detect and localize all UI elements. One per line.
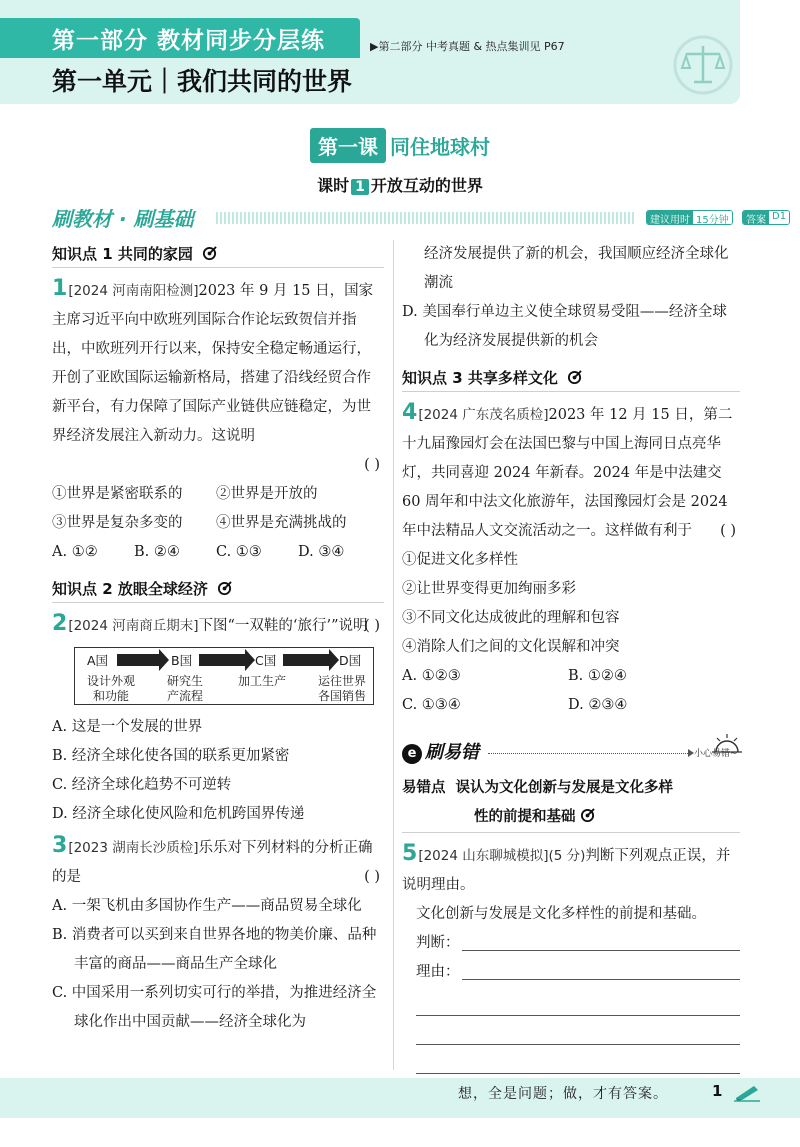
careful-note: 小心易错~ — [694, 749, 738, 759]
left-column — [52, 240, 384, 1037]
option-a[interactable]: A. 这是一个发展的世界 — [52, 719, 203, 735]
question-statement: 文化创新与发展是文化多样性的前提和基础。 — [416, 906, 706, 922]
period-prefix: 课时 — [317, 176, 350, 195]
unit-title: 第一单元｜我们共同的世界 — [52, 67, 353, 96]
option-b[interactable]: B. ②④ — [134, 544, 180, 560]
part-title: 第一部分 教材同步分层练 — [52, 28, 326, 54]
column-divider — [393, 240, 394, 1070]
option-c[interactable]: C. ①③④ — [402, 697, 461, 713]
suggested-time-badge — [646, 210, 733, 225]
option-row — [402, 691, 740, 720]
statement-row — [52, 509, 384, 538]
flow-caption: 研究生 产流程 — [166, 674, 203, 703]
statement-item: ①促进文化多样性 — [402, 552, 518, 568]
error-point-label: 易错点 — [402, 780, 446, 796]
question-source: [2024 山东聊城模拟] — [418, 848, 549, 864]
question-number: 3 — [52, 833, 68, 858]
flow-node-b: B国 — [171, 653, 193, 668]
option-c[interactable]: C. 经济全球化趋势不可逆转 — [52, 777, 232, 793]
question-source: [2024 河南商丘期末] — [68, 618, 199, 634]
question-text: 下图“一双鞋的‘旅行’”说明 — [198, 618, 368, 634]
question-2 — [52, 609, 384, 641]
target-icon — [580, 808, 595, 823]
page-header — [0, 0, 800, 108]
time-value: 15分钟 — [693, 211, 732, 224]
flow-caption: 运往世界 各国销售 — [317, 674, 366, 703]
dotted-arrow-line — [488, 753, 688, 754]
shoe-journey-flowchart — [74, 647, 374, 705]
time-label: 建议用时 — [647, 211, 693, 224]
option-d[interactable]: D. 美国奉行单边主义使全球贸易受阻——经济全球化为经济发展提供新的机会 — [402, 304, 727, 349]
option-row — [52, 538, 384, 567]
statement-item: ②让世界变得更加绚丽多彩 — [402, 581, 576, 597]
judge-label: 判断： — [416, 935, 460, 951]
kp3-title: 知识点 3 共享多样文化 — [402, 369, 558, 387]
judge-line — [402, 929, 740, 958]
question-score: (5 分) — [548, 848, 586, 864]
statement-item: ③世界是复杂多变的 — [52, 515, 183, 531]
flow-node-c: C国 — [255, 653, 277, 668]
flow-caption: 加工生产 — [237, 674, 286, 688]
question-number: 2 — [52, 611, 68, 636]
knowledge-point-2 — [52, 575, 384, 603]
period-number: 1 — [351, 179, 369, 195]
footer-motto: 想，全是问题；做，才有答案。 — [458, 1086, 668, 1102]
answer-blank[interactable]: ( ) — [364, 869, 380, 885]
question-text: 2023 年 12 月 15 日，第二十九届豫园灯会在法国巴黎与中国上海同日点亮华灯，共同喜迎 2024 年新春。2024 年是中法建交 60 周年和中法文化旅游年，法国豫园灯会是 2024 年中法精品人文交流活动之一。这样做有利于 — [402, 407, 733, 539]
question-number: 4 — [402, 400, 418, 425]
reason-label: 理由： — [416, 964, 460, 980]
statement-item: ③不同文化达成彼此的理解和包容 — [402, 610, 620, 626]
answer-rule-line[interactable] — [416, 987, 740, 1016]
question-5 — [402, 839, 740, 900]
statement-item: ④世界是充满挑战的 — [216, 515, 347, 531]
question-source: [2024 河南南阳检测] — [68, 283, 199, 299]
option-d[interactable]: D. 经济全球化使风险和危机跨国界传递 — [52, 806, 305, 822]
reason-line — [402, 958, 740, 987]
kp2-title: 知识点 2 放眼全球经济 — [52, 580, 208, 598]
option-c[interactable]: C. 中国采用一系列切实可行的举措，为推进经济全球化作出中国贡献——经济全球化为 — [52, 985, 377, 1030]
right-column — [402, 240, 740, 1074]
question-1 — [52, 274, 384, 480]
error-section-label: 刷易错 — [425, 742, 479, 763]
flow-arrow — [283, 654, 329, 666]
statement-item: ④消除人们之间的文化误解和冲突 — [402, 639, 620, 655]
knowledge-point-3 — [402, 364, 740, 392]
footer-band — [0, 1078, 800, 1118]
question-source: [2023 湖南长沙质检] — [68, 840, 199, 856]
option-row — [402, 662, 740, 691]
question-text: 判断下列观点正误，并说明理由。 — [402, 848, 731, 893]
section-title: 刷教材 · 刷基础 — [52, 207, 194, 231]
question-number: 5 — [402, 841, 418, 866]
error-point — [402, 774, 740, 833]
page-number: 1 — [712, 1082, 723, 1100]
e-badge-icon: e — [402, 744, 422, 764]
lesson-tag: 第一课 — [310, 128, 386, 163]
target-icon — [217, 581, 232, 596]
flow-arrow — [117, 654, 159, 666]
flow-caption: 设计外观 和功能 — [86, 674, 135, 703]
answer-rule-line[interactable] — [416, 1045, 740, 1074]
reason-input[interactable] — [462, 979, 741, 980]
answer-value: D1 — [769, 211, 789, 224]
scale-icon — [672, 34, 734, 96]
question-text: 2023 年 9 月 15 日，国家主席习近平向中欧班列国际合作论坛致贺信并指出，中欧班列开行以来，保持安全稳定畅通运行，开创了亚欧国际运输新格局，搭建了沿线经贸合作新平台，有力保障了国际产业链供应链稳定，为世界经济发展注入新动力。这说明 — [52, 283, 374, 444]
error-section-title — [402, 738, 479, 764]
option-a[interactable]: A. ①②③ — [402, 668, 461, 684]
lesson-title — [0, 128, 800, 163]
question-4 — [402, 398, 740, 546]
option-b[interactable]: B. 消费者可以买到来自世界各地的物美价廉、品种丰富的商品——商品生产全球化 — [52, 927, 377, 972]
target-icon — [202, 246, 217, 261]
answer-badge — [742, 210, 790, 225]
flow-node-a: A国 — [87, 653, 109, 668]
answer-blank[interactable]: ( ) — [364, 457, 380, 473]
option-a[interactable]: A. ①② — [52, 544, 98, 560]
target-icon — [567, 370, 582, 385]
error-section-bar — [402, 738, 740, 768]
part-cross-reference: ▶第二部分 中考真题 & 热点集训见 P67 — [370, 40, 565, 53]
option-d[interactable]: D. ③④ — [298, 544, 345, 560]
section-bar — [52, 203, 787, 231]
option-b[interactable]: B. 经济全球化使各国的联系更加紧密 — [52, 748, 290, 764]
question-source: [2024 广东茂名质检] — [418, 407, 549, 423]
question-3 — [52, 831, 384, 892]
option-c-continuation: 经济发展提供了新的机会，我国顺应经济全球化潮流 — [424, 246, 729, 291]
statement-row — [52, 480, 384, 509]
answer-blank[interactable]: ( ) — [364, 618, 380, 634]
sun-icon — [712, 732, 742, 754]
option-b[interactable]: B. ①②④ — [568, 668, 627, 684]
error-point-text: 误认为文化创新与发展是文化多样 — [455, 780, 673, 796]
kp1-title: 知识点 1 共同的家园 — [52, 245, 193, 263]
option-d[interactable]: D. ②③④ — [568, 697, 628, 713]
lesson-name: 同住地球村 — [390, 135, 490, 159]
flow-arrow — [199, 654, 245, 666]
judge-input[interactable] — [462, 950, 741, 951]
knowledge-point-1 — [52, 240, 384, 268]
period-name: 开放互动的世界 — [370, 176, 483, 195]
question-text: 乐乐对下列材料的分析正确的是 — [52, 840, 373, 885]
answer-rule-line[interactable] — [416, 1016, 740, 1045]
period-title — [0, 173, 800, 196]
answer-blank[interactable]: ( ) — [720, 523, 736, 539]
option-c[interactable]: C. ①③ — [216, 544, 262, 560]
error-point-text-2: 性的前提和基础 — [474, 809, 576, 825]
answer-label: 答案 — [743, 211, 769, 224]
question-number: 1 — [52, 276, 68, 301]
option-c-continued — [402, 240, 740, 298]
pen-icon — [734, 1082, 762, 1102]
option-a[interactable]: A. 一架飞机由多国协作生产——商品贸易全球化 — [52, 898, 362, 914]
statement-item: ②世界是开放的 — [216, 486, 318, 502]
flow-node-d: D国 — [339, 653, 362, 668]
statement-item: ①世界是紧密联系的 — [52, 486, 183, 502]
section-stripes — [216, 212, 636, 224]
